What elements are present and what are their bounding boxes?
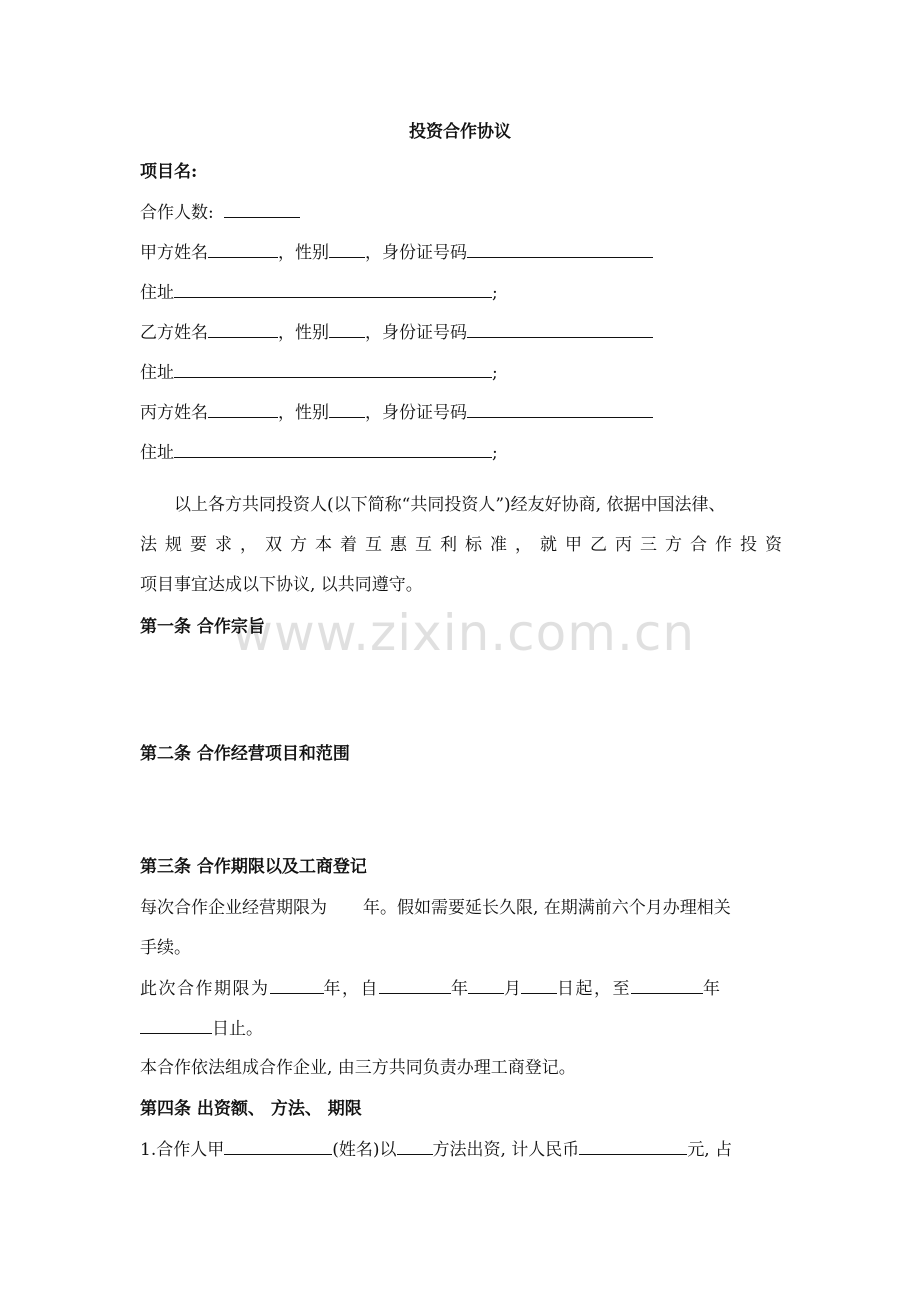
party-c-id-label: ，身份证号码 <box>365 403 467 423</box>
party-c-name-blank <box>208 400 278 418</box>
party-a-name-blank <box>208 240 278 258</box>
watermark: www.zixin.com.cn <box>232 604 696 662</box>
party-a-id-blank <box>467 240 653 258</box>
partner-count-label: 合作人数: <box>140 203 214 223</box>
period-text-a: 此次合作期限为 <box>140 979 270 999</box>
document-title: 投资合作协议 <box>409 122 511 142</box>
period-text-y2: 年 <box>451 979 468 999</box>
party-c-address-label: 住址 <box>140 443 174 463</box>
period-text-end: 日止。 <box>212 1019 263 1039</box>
article-2-heading: 第二条 合作经营项目和范围 <box>140 744 350 764</box>
party-c-gender-blank <box>329 400 365 418</box>
article-3-paragraph-1-cont: 手续。 <box>140 938 191 958</box>
party-a-gender-blank <box>329 240 365 258</box>
party-a-address-label: 住址 <box>140 283 174 303</box>
party-a-address-end: ; <box>492 283 498 303</box>
party-a-gender-label: ，性别 <box>278 243 329 263</box>
period-text-year: 年，自 <box>323 979 379 999</box>
party-a-address-blank <box>174 280 492 298</box>
party-a-id-label: ，身份证号码 <box>365 243 467 263</box>
party-b-name-label: 乙方姓名 <box>140 323 208 343</box>
contribution-amount-blank <box>579 1137 687 1155</box>
party-c-gender-label: ，性别 <box>278 403 329 423</box>
article-1-heading: 第一条 合作宗旨 <box>140 617 265 637</box>
item1-text-b: (姓名)以 <box>332 1140 397 1160</box>
party-c-name-label: 丙方姓名 <box>140 403 208 423</box>
period-text-d: 日起，至 <box>557 979 631 999</box>
project-name-label: 项目名: <box>140 162 198 182</box>
party-b-address-label: 住址 <box>140 363 174 383</box>
article-3-heading: 第三条 合作期限以及工商登记 <box>140 857 367 877</box>
party-c-id-blank <box>467 400 653 418</box>
article-4-item-1 <box>140 1137 732 1162</box>
partner-a-name-blank <box>224 1137 332 1155</box>
party-c-line <box>140 400 653 425</box>
start-month-blank <box>468 976 504 994</box>
item1-text-c: 方法出资, 计人民币 <box>432 1140 580 1160</box>
article-3-paragraph-2-cont <box>140 1016 263 1041</box>
article-3-paragraph-2 <box>140 976 720 1001</box>
party-a-name-label: 甲方姓名 <box>140 243 208 263</box>
contribution-method-blank <box>397 1137 433 1155</box>
period-years-blank <box>270 976 324 994</box>
intro-line-2: 法规要求，双方本着互惠互利标准，就甲乙丙三方合作投资 <box>140 535 782 555</box>
item1-text-a: 1.合作人甲 <box>140 1140 225 1160</box>
party-a-address-line <box>140 280 498 305</box>
start-day-blank <box>521 976 557 994</box>
party-b-id-label: ，身份证号码 <box>365 323 467 343</box>
party-b-gender-label: ，性别 <box>278 323 329 343</box>
article-3-paragraph-1 <box>140 896 731 920</box>
intro-line-3: 项目事宜达成以下协议, 以共同遵守。 <box>140 575 423 595</box>
party-b-id-blank <box>467 320 653 338</box>
partner-count-blank <box>224 200 300 218</box>
period-text-y3: 年 <box>703 979 720 999</box>
article-4-heading: 第四条 出资额、 方法、 期限 <box>140 1099 362 1119</box>
intro-line-1: 以上各方共同投资人(以下简称“共同投资人”)经友好协商, 依据中国法律、 <box>174 495 726 515</box>
party-b-line <box>140 320 653 345</box>
party-b-address-blank <box>174 360 492 378</box>
party-b-address-end: ; <box>492 363 498 383</box>
party-c-address-line <box>140 440 498 465</box>
term-text-b: 年。假如需要延长久限, 在期满前六个月办理相关 <box>363 898 731 918</box>
partner-count-line <box>140 200 300 225</box>
party-c-address-blank <box>174 440 492 458</box>
start-year-blank <box>379 976 451 994</box>
party-b-name-blank <box>208 320 278 338</box>
item1-text-d: 元, 占 <box>687 1140 733 1160</box>
end-date-blank <box>140 1016 212 1034</box>
period-text-m: 月 <box>504 979 521 999</box>
party-b-address-line <box>140 360 498 385</box>
end-year-blank <box>631 976 703 994</box>
term-text-a: 每次合作企业经营期限为 <box>140 898 327 918</box>
party-a-line <box>140 240 653 265</box>
party-c-address-end: ; <box>492 443 498 463</box>
party-b-gender-blank <box>329 320 365 338</box>
article-3-paragraph-3: 本合作依法组成合作企业, 由三方共同负责办理工商登记。 <box>140 1058 576 1078</box>
